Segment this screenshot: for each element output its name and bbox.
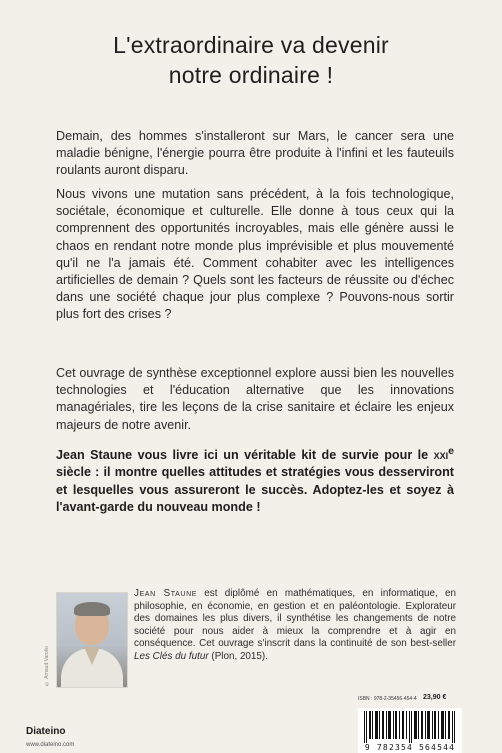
publisher-website: www.diateino.com [26,742,75,748]
author-bestseller-title: Les Clés du futur [134,650,209,662]
isbn-label: ISBN : 978-2-35456-454-4 [358,696,417,702]
century-numeral: xxi [433,448,449,463]
author-bio [134,588,456,664]
paragraph-mutation: Nous vivons une mutation sans précédent, à la fois technologique, sociétale, économique et culturelle. Elle donne à tous ceux qui la comprennent des opportunités incroyables, mais elle génère aussi le chaos en rendant notre monde plus imprévisible et plus mouvementé qu'il ne l'a jamais été. Comment cohabiter avec les intelligences artificielles de demain ? Quels sont les facteurs de réussite ou d'échec dans une société chaque jour plus complexe ? Pouvons-nous sortir plus fort des crises ? [56,187,454,322]
publisher-logo: Diateino [26,726,66,737]
survival-kit-text-start: Jean Staune vous livre ici un véritable kit de survie pour le [56,448,434,463]
photo-credit: © Arnaud Varolio [44,646,50,686]
survival-kit-text-end: siècle : il montre quelles attitudes et stratégies vous desserviront et lesquelles vous assureront le succès. Adoptez-les et soyez à l'avant-garde du nouveau monde ! [56,465,454,514]
century-superscript: e [448,445,454,457]
barcode-digits: 9 782354 564544 [364,743,456,752]
author-bio-text: est diplômé en mathématiques, en informatique, en philosophie, en économie, en gestion et en paléontologie. Explorateur des domaines les plus divers, il synthétise les changements de notre société pour nous aider à mieux la comprendre et à agir en conséquence. Cet ouvrage s'inscrit dans la continuité de son best-seller [134,588,456,650]
price-label: 23,90 € [423,694,447,701]
barcode-bars [364,711,456,743]
headline-line-2: notre ordinaire ! [168,62,334,88]
headline-line-1: L'extraordinaire va devenir [113,32,389,58]
author-bio-text-end: (Plon, 2015). [208,650,268,662]
author-name: Jean Staune [134,588,197,599]
cover-headline [0,30,502,90]
paragraph-synthesis: Cet ouvrage de synthèse exceptionnel explore aussi bien les nouvelles technologies et l'éducation alternative que les innovations managériales, tire les leçons de la crise sanitaire et éclaire les enjeux majeurs de notre avenir. [56,366,454,432]
barcode [358,708,462,753]
author-photo-hair [74,602,110,616]
paragraph-intro: Demain, des hommes s'installeront sur Mars, le cancer sera une maladie bénigne, l'énergie pourra être produite à l'infini et les fauteuils roulants auront disparu. [56,129,454,178]
paragraph-survival-kit [56,443,454,516]
author-photo [56,592,128,688]
